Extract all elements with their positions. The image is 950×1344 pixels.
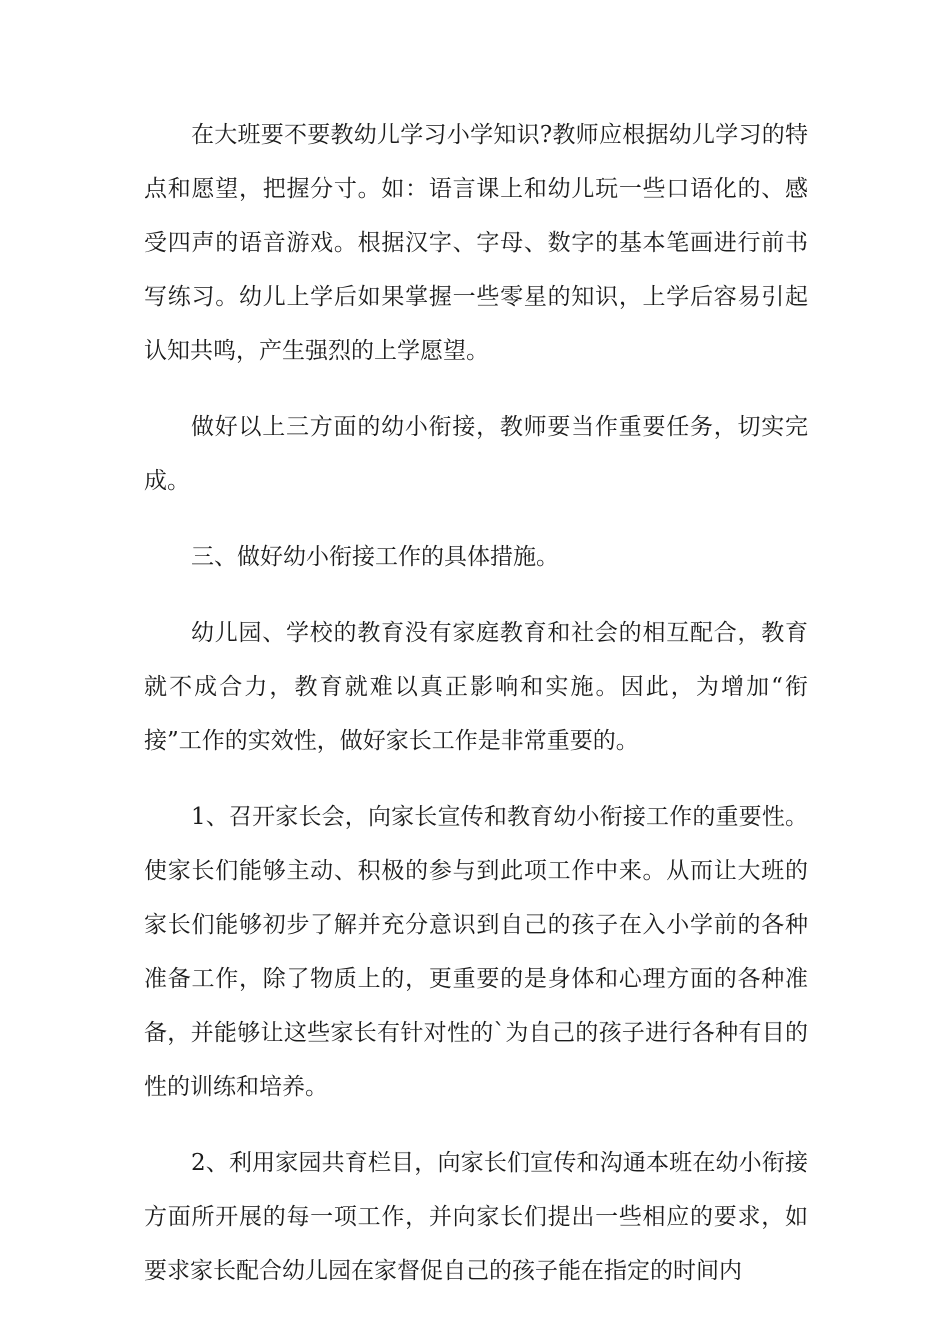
document-body [144,108,808,1320]
paragraph-5: 1、召开家长会，向家长宣传和教育幼小衔接工作的重要性。使家长们能够主动、积极的参与到此项工作中来。从而让大班的家长们能够初步了解并充分意识到自己的孩子在入小学前的各种准备工作，除了物质上的，更重要的是身体和心理方面的各种准备，并能够让这些家长有针对性的`为自己的孩子进行各种有目的性的训练和培养。 [144,804,808,1100]
paragraph-4: 幼儿园、学校的教育没有家庭教育和社会的相互配合，教育就不成合力，教育就难以真正影响和实施。因此，为增加“衔接”工作的实效性，做好家长工作是非常重要的。 [144,620,808,754]
paragraph-2: 做好以上三方面的幼小衔接，教师要当作重要任务，切实完成。 [144,414,808,494]
section-heading: 三、做好幼小衔接工作的具体措施。 [191,544,559,570]
paragraph-6: 2、利用家园共育栏目，向家长们宣传和沟通本班在幼小衔接方面所开展的每一项工作，并向家长们提出一些相应的要求，如要求家长配合幼儿园在家督促自己的孩子能在指定的时间内 [144,1150,808,1284]
paragraph-1: 在大班要不要教幼儿学习小学知识?教师应根据幼儿学习的特点和愿望，把握分寸。如：语言课上和幼儿玩一些口语化的、感受四声的语音游戏。根据汉字、字母、数字的基本笔画进行前书写练习。幼儿上学后如果掌握一些零星的知识，上学后容易引起认知共鸣，产生强烈的上学愿望。 [144,122,808,364]
